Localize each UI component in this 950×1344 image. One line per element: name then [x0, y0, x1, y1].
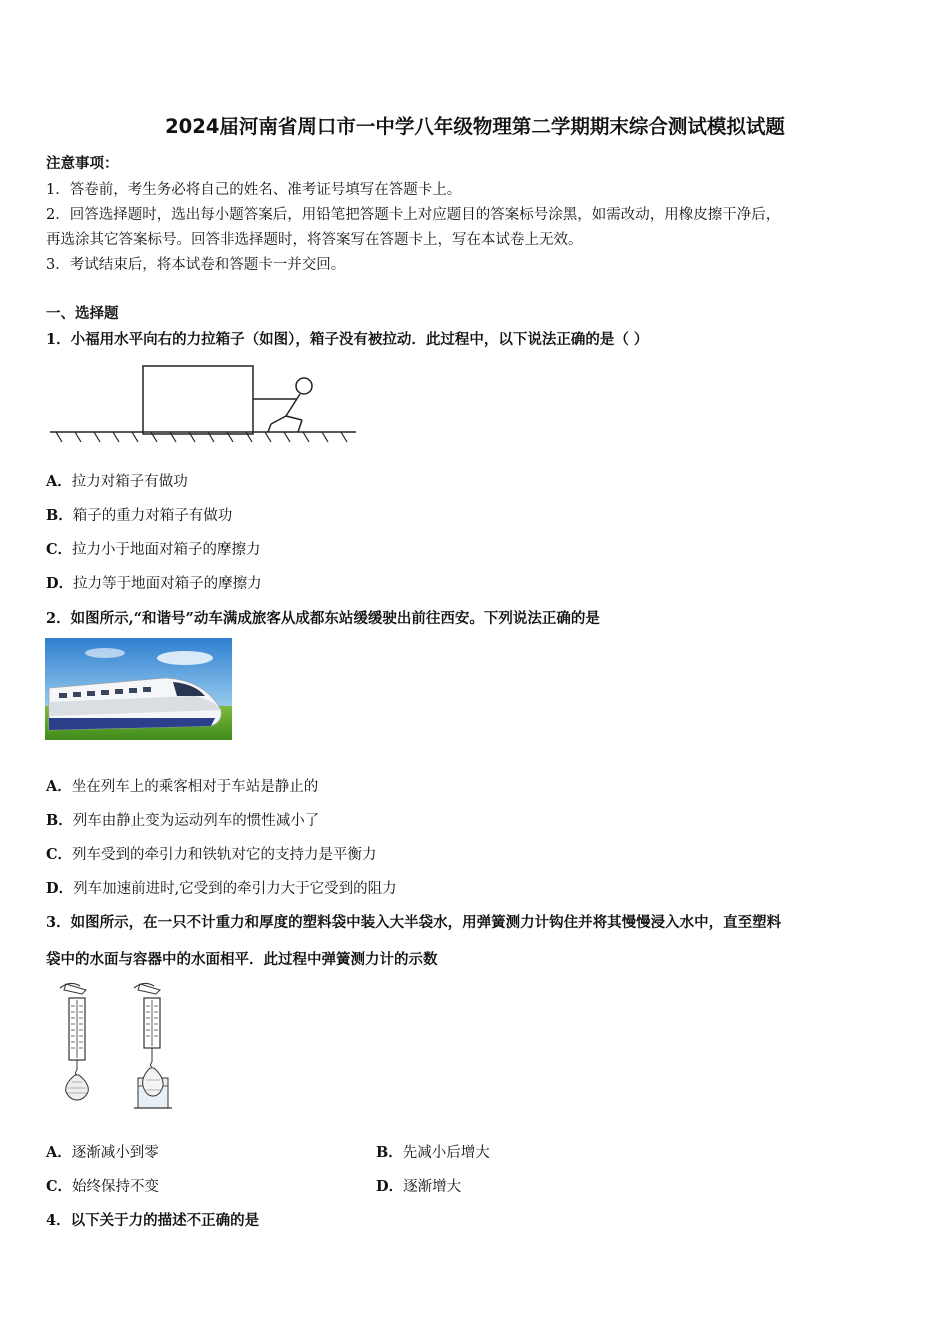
option-letter: B． — [46, 812, 73, 829]
notice-item-1: 1．答卷前，考生务必将自己的姓名、准考证号填写在答题卡上。 — [46, 182, 462, 198]
option-text: 逐渐减小到零 — [71, 1145, 159, 1161]
q2-stem: 2．如图所示,“和谐号”动车满成旅客从成都东站缓缓驶出前往西安。下列说法正确的是 — [46, 610, 600, 627]
option-letter: B． — [376, 1144, 403, 1161]
option-text: 坐在列车上的乘客相对于车站是静止的 — [71, 779, 319, 795]
train-photo — [45, 638, 232, 740]
option-text: 列车加速前进时,它受到的牵引力大于它受到的阻力 — [73, 881, 397, 897]
q3-stem-line1: 3．如图所示，在一只不计重力和厚度的塑料袋中装入大半袋水，用弹簧测力计钩住并将其慢慢浸入水中，直至塑料 — [46, 914, 782, 931]
option-text: 拉力对箱子有做功 — [71, 474, 188, 490]
q4-stem: 4．以下关于力的描述不正确的是 — [46, 1212, 260, 1229]
option-letter: D． — [46, 575, 74, 592]
notice-item-2-cont: 再选涂其它答案标号。回答非选择题时，将答案写在答题卡上，写在本试卷上无效。 — [46, 232, 583, 248]
option-letter: A． — [46, 473, 72, 490]
option-letter: A． — [46, 1144, 72, 1161]
page-title: 2024届河南省周口市一中学八年级物理第二学期期末综合测试模拟试题 — [165, 115, 785, 138]
option-text: 箱子的重力对箱子有做功 — [72, 508, 233, 524]
q3-option-b — [376, 1141, 490, 1162]
option-letter: D． — [376, 1178, 404, 1195]
spring-scale-figure — [46, 980, 196, 1114]
option-text: 列车由静止变为运动列车的惯性减小了 — [72, 813, 320, 829]
notice-heading: 注意事项： — [46, 155, 119, 172]
notice-item-2: 2．回答选择题时，选出每小题答案后，用铅笔把答题卡上对应题目的答案标号涂黑，如需改动，用橡皮擦干净后， — [46, 207, 781, 223]
box-pull-figure — [46, 362, 360, 448]
option-letter: C． — [46, 846, 73, 863]
option-letter: D． — [46, 880, 74, 897]
q1-option-a — [46, 470, 188, 491]
option-text: 逐渐增大 — [403, 1179, 462, 1195]
q1-option-d — [46, 572, 262, 593]
option-text: 拉力小于地面对箱子的摩擦力 — [72, 542, 261, 558]
q3-option-d — [376, 1175, 461, 1196]
q3-option-c — [46, 1175, 159, 1196]
q1-option-c — [46, 538, 261, 559]
option-text: 先减小后增大 — [402, 1145, 490, 1161]
option-text: 始终保持不变 — [72, 1179, 160, 1195]
q1-stem: 1．小福用水平向右的力拉箱子（如图），箱子没有被拉动．此过程中，以下说法正确的是（ ） — [46, 331, 649, 348]
option-letter: B． — [46, 507, 73, 524]
option-letter: C． — [46, 541, 73, 558]
option-text: 列车受到的牵引力和铁轨对它的支持力是平衡力 — [72, 847, 377, 863]
q2-option-b — [46, 809, 319, 830]
section-heading: 一、选择题 — [46, 305, 119, 322]
q3-option-a — [46, 1141, 159, 1162]
q2-option-d — [46, 877, 397, 898]
q3-stem-line2: 袋中的水面与容器中的水面相平．此过程中弹簧测力计的示数 — [46, 951, 438, 968]
option-letter: A． — [46, 778, 72, 795]
q2-option-a — [46, 775, 318, 796]
notice-item-3: 3．考试结束后，将本试卷和答题卡一并交回。 — [46, 257, 346, 273]
option-text: 拉力等于地面对箱子的摩擦力 — [73, 576, 262, 592]
q1-option-b — [46, 504, 232, 525]
q2-option-c — [46, 843, 377, 864]
option-letter: C． — [46, 1178, 73, 1195]
